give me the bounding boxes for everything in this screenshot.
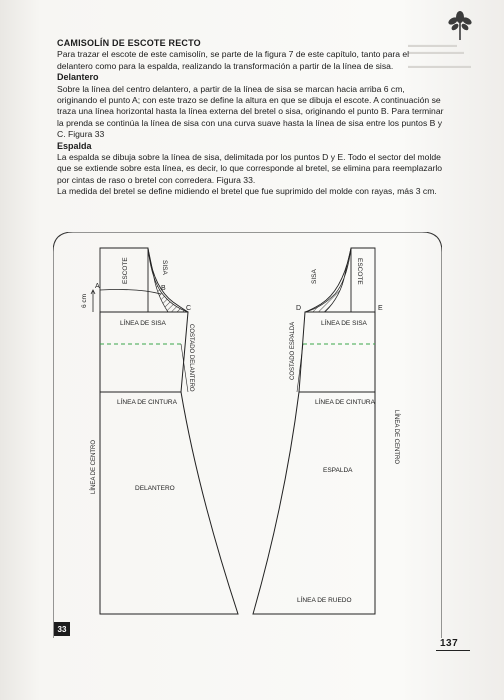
- back-linea-sisa-label: LÍNEA DE SISA: [321, 320, 367, 327]
- front-escote-label: ESCOTE: [122, 257, 129, 284]
- front-sisa-label: SISA: [161, 260, 168, 275]
- front-costado-label: COSTADO DELANTERO: [188, 324, 194, 392]
- delantero-heading: Delantero: [57, 72, 99, 83]
- front-piece-label: DELANTERO: [135, 485, 175, 492]
- back-linea-cintura-label: LÍNEA DE CINTURA: [315, 399, 375, 406]
- espalda-heading: Espalda: [57, 140, 92, 151]
- front-measure-label: 6 cm: [81, 293, 88, 308]
- page-number: 137: [440, 638, 459, 649]
- figure-number-badge: 33: [54, 622, 70, 636]
- front-linea-centro-label: LÍNEA DE CENTRO: [91, 439, 97, 494]
- back-linea-centro-label: LÍNEA DE CENTRO: [393, 410, 399, 465]
- pattern-diagram: [53, 232, 442, 638]
- point-a-label: A: [95, 283, 100, 290]
- point-d-label: D: [296, 305, 302, 312]
- back-linea-ruedo-label: LÍNEA DE RUEDO: [297, 597, 352, 604]
- back-pattern-piece: [253, 248, 375, 614]
- page-number-rule: [436, 650, 470, 651]
- back-piece-label: ESPALDA: [323, 467, 353, 474]
- point-b-label: B: [161, 285, 166, 292]
- point-c-label: C: [186, 305, 192, 312]
- front-linea-sisa-label: LÍNEA DE SISA: [120, 320, 166, 327]
- front-linea-cintura-label: LÍNEA DE CINTURA: [117, 399, 177, 406]
- back-escote-label: ESCOTE: [356, 258, 363, 285]
- diagram-frame-border: [53, 232, 442, 638]
- delantero-paragraph: Sobre la línea del centro delantero, a partir de la línea de sisa se marcan hacia arriba 6 cm, originando el punto A; con este trazo se define la altura en que se dibuja el escote. A continuación se traza una línea horizontal hasta la línea externa del bretel o sisa, originando el punto B. Para terminar la prenda se continúa la línea de sisa con una curva suave hasta la línea de sisa entre los puntos B y C. Figura 33: [57, 83, 444, 140]
- medida-paragraph: La medida del bretel se define midiendo el bretel que fue suprimido del molde con rayas, más 3 cm.: [57, 186, 437, 197]
- instructions-text: [57, 38, 447, 198]
- section-title: CAMISOLÍN DE ESCOTE RECTO: [57, 38, 201, 48]
- intro-paragraph: Para trazar el escote de este camisolín, se parte de la figura 7 de este capítulo, tanto para el delantero como para la espalda, realizando la transformación a partir de la línea de sisa.: [57, 49, 410, 71]
- front-pattern-piece: [91, 248, 238, 614]
- bleed-through-text: ▬▬▬▬▬▬▬ ▬▬▬▬▬▬▬▬ ▬▬▬▬▬▬▬▬▬: [408, 42, 471, 70]
- espalda-paragraph: La espalda se dibuja sobre la línea de sisa, delimitada por los puntos D y E. Todo el sector del molde que se extiende sobre esta línea, es decir, lo que corresponde al bretel, se elimina para reemplazarlo por cintas de raso o bretel con corredera. Figura 33.: [57, 152, 443, 185]
- floral-ornament-icon: [446, 8, 474, 42]
- point-e-label: E: [378, 305, 383, 312]
- back-sisa-label: SISA: [311, 269, 318, 284]
- back-costado-label: COSTADO ESPALDA: [290, 321, 296, 380]
